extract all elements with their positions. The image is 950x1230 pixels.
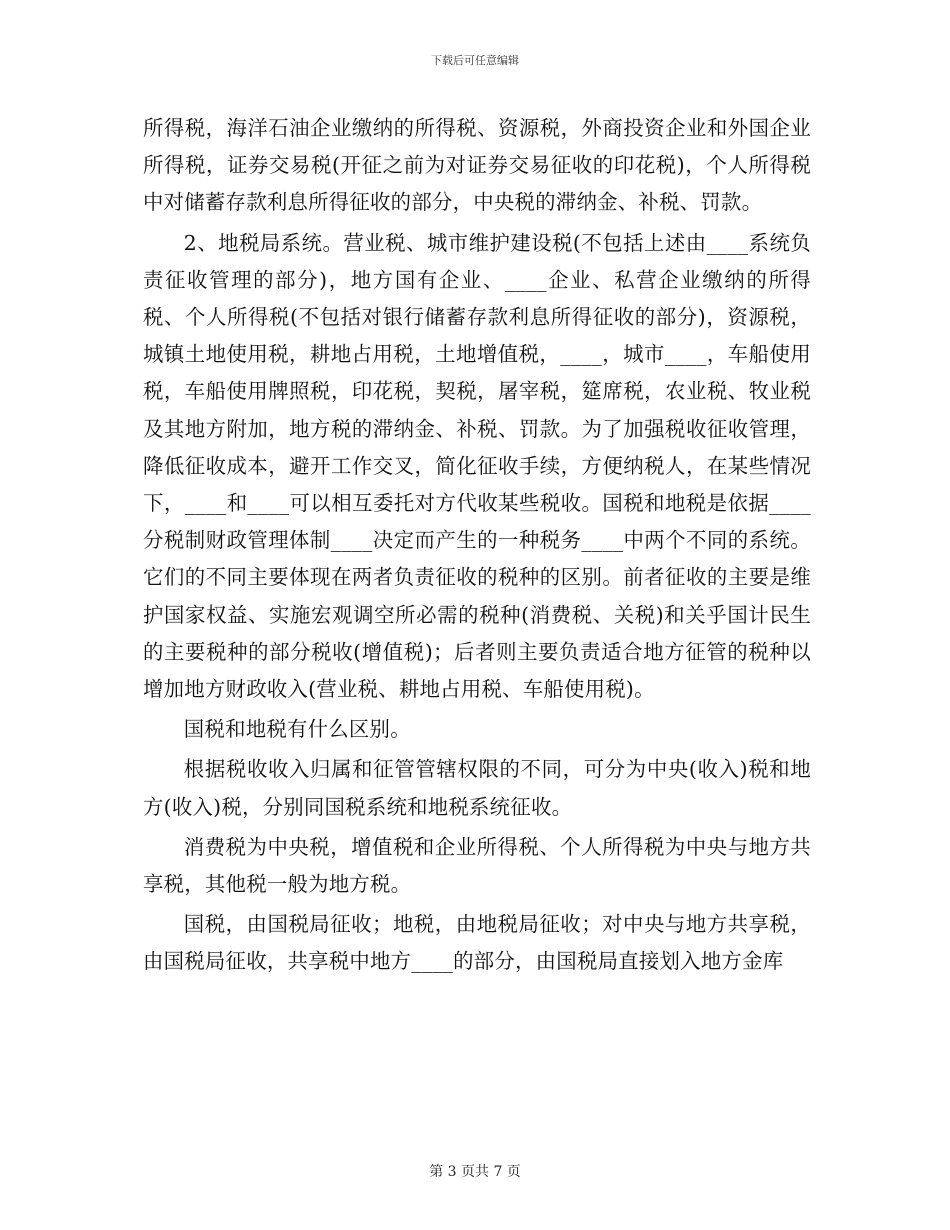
- paragraph-tax-types: 消费税为中央税，增值税和企业所得税、个人所得税为中央与地方共享税，其他税一般为地方税。: [143, 834, 811, 897]
- header-note: 下载后可任意编辑: [431, 54, 519, 67]
- paragraph-question-heading: 国税和地税有什么区别。: [183, 717, 411, 742]
- paragraph-collection: 国税，由国税局征收；地税，由地税局征收；对中央与地方共享税，由国税局征收，共享税中地方____的部分，由国税局直接划入地方金库: [143, 912, 811, 974]
- body-text: [143, 110, 811, 981]
- paragraph-classification: 根据税收收入归属和征管管辖权限的不同，可分为中央(收入)税和地方(收入)税，分别同国税系统和地税系统征收。: [143, 757, 811, 819]
- paragraph-local-tax-system: 2、地税局系统。营业税、城市维护建设税(不包括上述由____系统负责征收管理的部分)，地方国有企业、____企业、私营企业缴纳的所得税、个人所得税(不包括对银行储蓄存款利息所得征收的部分)，资源税，城镇土地使用税，耕地占用税，土地增值税，____，城市____，车船使用税，车船使用牌照税，印花税，契税，屠宰税，筵席税，农业税、牧业税及其地方附加，地方税的滞纳金、补税、罚款。为了加强税收征收管理，降低征收成本，避开工作交叉，简化征收手续，方便纳税人，在某些情况下，____和____可以相互委托对方代收某些税收。国税和地税是依据____分税制财政管理体制____决定而产生的一种税务____中两个不同的系统。它们的不同主要体现在两者负责征收的税种的区别。前者征收的主要是维护国家权益、实施宏观调空所必需的税种(消费税、关税)和关乎国计民生的主要税种的部分税收(增值税)；后者则主要负责适合地方征管的税种以增加地方财政收入(营业税、耕地占用税、车船使用税)。: [143, 230, 811, 702]
- paragraph-continuation: 所得税，海洋石油企业缴纳的所得税、资源税，外商投资企业和外国企业所得税，证券交易税(开征之前为对证券交易征收的印花税)，个人所得税中对储蓄存款利息所得征收的部分，中央税的滞纳金、补税、罚款。: [143, 116, 811, 215]
- page-indicator: 第 3 页共 7 页: [429, 1164, 521, 1180]
